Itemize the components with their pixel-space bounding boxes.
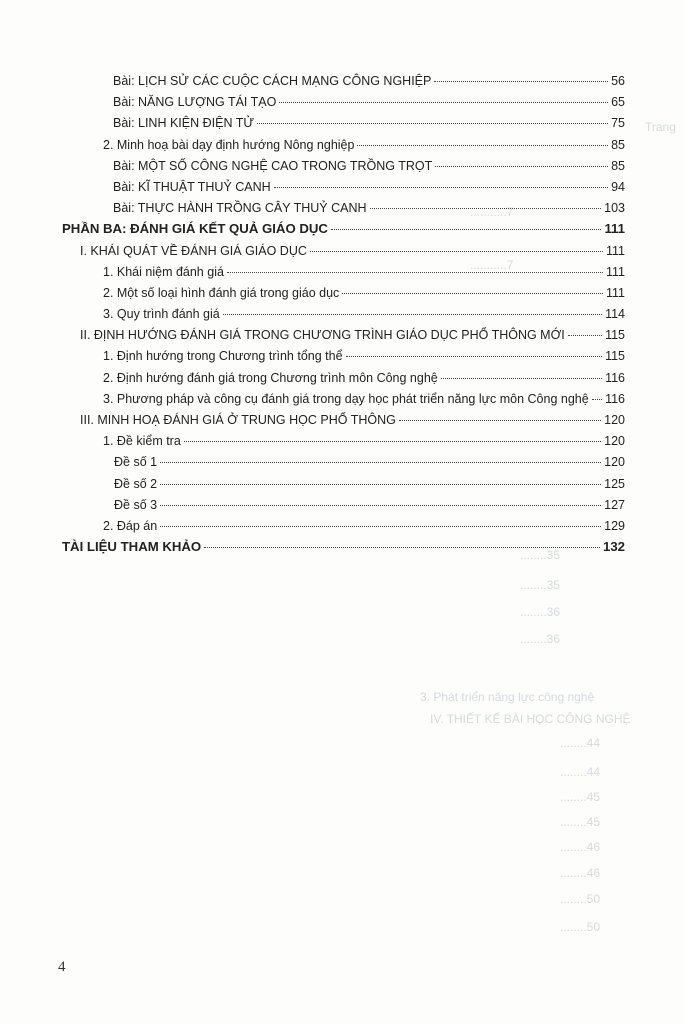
toc-leader-dots (227, 272, 603, 273)
toc-entry-page: 115 (605, 349, 625, 364)
toc-entry-title: Đề số 1 (114, 455, 158, 470)
toc-leader-dots (331, 229, 602, 230)
toc-entry-title: II. ĐỊNH HƯỚNG ĐÁNH GIÁ TRONG CHƯƠNG TRÌNH GIÁO DỤC PHỔ THÔNG MỚI (80, 328, 565, 343)
toc-entry[interactable] (62, 433, 625, 449)
toc-entry-title: I. KHÁI QUÁT VỀ ĐÁNH GIÁ GIÁO DỤC (80, 243, 307, 258)
toc-entry-title: Bài: NĂNG LƯỢNG TÁI TẠO (113, 95, 277, 110)
toc-entry-title: TÀI LIỆU THAM KHẢO (62, 539, 202, 555)
toc-entry[interactable] (62, 200, 625, 216)
toc-entry[interactable] (62, 391, 625, 407)
toc-leader-dots (370, 208, 602, 209)
toc-leader-dots (568, 335, 602, 336)
toc-entry-page: 125 (604, 476, 625, 491)
toc-leader-dots (160, 462, 601, 463)
toc-entry-page: 120 (604, 455, 625, 470)
toc-entry[interactable] (62, 158, 625, 174)
toc-entry-page: 115 (605, 328, 625, 343)
toc-entry-title: Bài: KĨ THUẬT THUỶ CANH (113, 179, 271, 194)
toc-entry[interactable] (62, 115, 625, 131)
toc-leader-dots (310, 251, 603, 252)
toc-entry[interactable] (62, 73, 625, 89)
toc-leader-dots (160, 484, 601, 485)
toc-entry-title: 2. Định hướng đánh giá trong Chương trình môn Công nghệ (103, 370, 438, 385)
toc-section[interactable] (62, 327, 625, 343)
toc-entry-title: 1. Đề kiểm tra (103, 434, 181, 449)
toc-leader-dots (441, 378, 602, 379)
toc-entry-page: 132 (602, 539, 625, 555)
toc-entry-page: 85 (611, 137, 625, 152)
toc-entry-title: Bài: LINH KIỆN ĐIỆN TỬ (113, 116, 255, 131)
toc-leader-dots (357, 145, 608, 146)
toc-entry-title: Đề số 2 (114, 476, 158, 491)
toc-entry[interactable] (62, 306, 625, 322)
toc-leader-dots (342, 293, 603, 294)
toc-leader-dots (399, 420, 601, 421)
toc-leader-dots (184, 441, 601, 442)
toc-entry-page: 85 (611, 158, 625, 173)
toc-entry-page: 114 (605, 307, 625, 322)
toc-entry[interactable] (62, 264, 625, 280)
toc-leader-dots (279, 102, 608, 103)
toc-leader-dots (592, 399, 602, 400)
toc-entry[interactable] (62, 348, 625, 364)
toc-entry-page: 75 (611, 116, 625, 131)
page-number: 4 (58, 959, 66, 975)
toc-entry-title: PHẦN BA: ĐÁNH GIÁ KẾT QUẢ GIÁO DỤC (62, 221, 328, 237)
toc-entry[interactable] (62, 285, 625, 301)
toc-entry[interactable] (62, 370, 625, 386)
toc-leader-dots (223, 314, 602, 315)
toc-leader-dots (434, 81, 608, 82)
toc-entry-title: 3. Quy trình đánh giá (103, 307, 220, 322)
toc-entry[interactable] (62, 179, 625, 195)
toc-entry[interactable] (62, 94, 625, 110)
toc-entry-title: Bài: THỰC HÀNH TRỒNG CÂY THUỶ CANH (113, 201, 367, 216)
toc-entry-page: 103 (604, 201, 625, 216)
toc-leader-dots (274, 187, 608, 188)
toc-entry-title: 3. Phương pháp và công cụ đánh giá trong dạy học phát triển năng lực môn Công nghệ (103, 391, 589, 406)
toc-leader-dots (257, 123, 608, 124)
toc-entry-page: 56 (611, 74, 625, 88)
toc-entry-title: Đề số 3 (114, 497, 158, 512)
toc-entry[interactable] (62, 454, 625, 470)
toc-entry-page: 116 (605, 370, 625, 385)
toc-entry-title: Bài: MỘT SỐ CÔNG NGHỆ CAO TRONG TRỒNG TRỌT (113, 158, 433, 173)
reverse-page-bleed-through: Trang ...........7 ...........7 ........35 ........35 ........36 ........36 3. Phát triển năng lực công nghệ IV. THIẾT KẾ BÀI HỌC CÔNG NGHỆ ........44 ........44 ........45 ........45 ........46 ........46 ........50 ........50 (420, 120, 676, 934)
toc-leader-dots (346, 356, 603, 357)
toc-entry-page: 111 (605, 264, 625, 279)
toc-entry-page: 116 (605, 391, 625, 406)
toc-entry-page: 111 (605, 285, 625, 300)
toc-entry-page: 120 (604, 434, 625, 449)
toc-entry[interactable] (62, 518, 625, 534)
toc-entry-page: 129 (604, 518, 625, 533)
toc-leader-dots (160, 526, 601, 527)
toc-section[interactable] (62, 243, 625, 259)
toc-part-heading[interactable] (62, 221, 625, 237)
toc-entry-title: Bài: LỊCH SỬ CÁC CUỘC CÁCH MẠNG CÔNG NGHIỆP (113, 74, 432, 88)
toc-entry-title: 2. Đáp án (103, 518, 158, 533)
toc-leader-dots (160, 505, 601, 506)
toc-section[interactable] (62, 412, 625, 428)
toc-leader-dots (435, 166, 608, 167)
toc-entry-page: 120 (604, 413, 625, 427)
toc-entry-page: 127 (604, 497, 625, 512)
toc-entry-page: 111 (605, 243, 625, 258)
toc-entry-page: 111 (604, 221, 625, 237)
toc-entry[interactable] (62, 137, 625, 153)
toc-entry-title: 2. Một số loại hình đánh giá trong giáo dục (103, 285, 340, 300)
toc-entry-title: III. MINH HOẠ ĐÁNH GIÁ Ở TRUNG HỌC PHỔ THÔNG (80, 413, 396, 427)
toc-entry-page: 94 (611, 179, 625, 194)
toc-entry-page: 65 (611, 95, 625, 110)
toc-leader-dots (204, 547, 600, 548)
toc-entry-title: 2. Minh hoạ bài dạy định hướng Nông nghiệp (103, 137, 355, 152)
toc-entry-title: 1. Định hướng trong Chương trình tổng thể (103, 349, 343, 364)
toc-entry[interactable] (62, 476, 625, 492)
toc-entry-title: 1. Khái niệm đánh giá (103, 264, 224, 279)
table-of-contents (62, 73, 625, 560)
toc-part-heading[interactable] (62, 539, 625, 555)
toc-entry[interactable] (62, 497, 625, 513)
